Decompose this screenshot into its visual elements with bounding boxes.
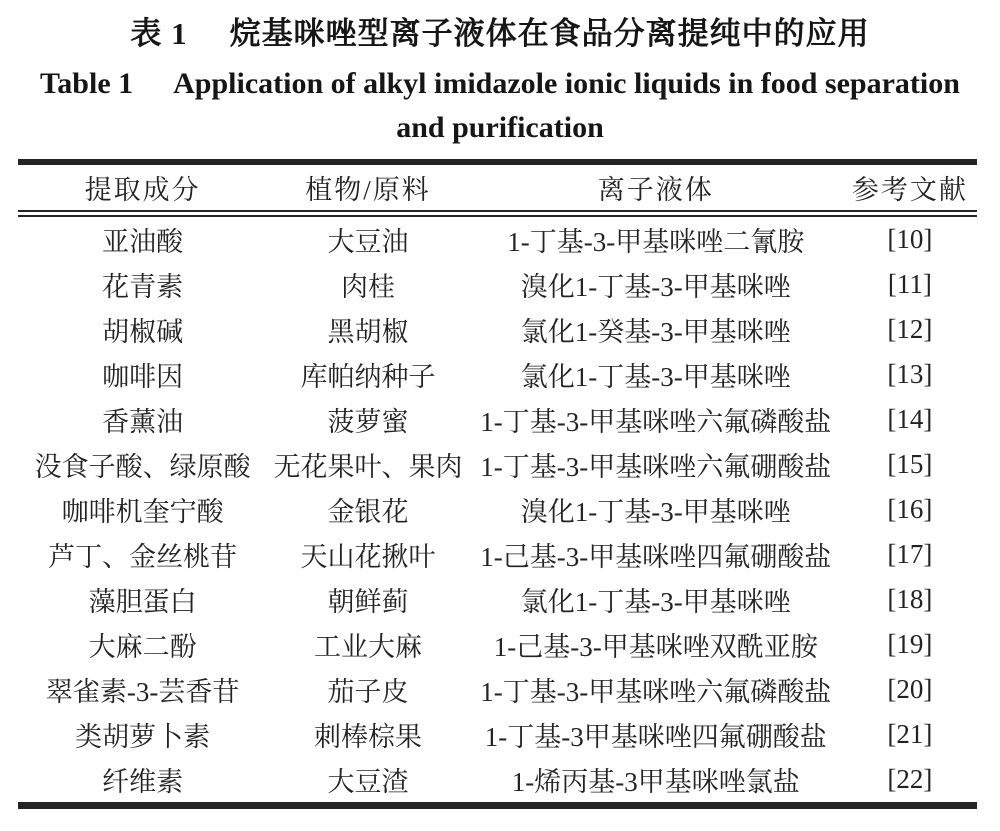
table-title-english-line2: and purification xyxy=(396,111,604,144)
cell-source: 大豆油 xyxy=(327,227,409,257)
cell-ionic-liquid: 1-丁基-3甲基咪唑四氟硼酸盐 xyxy=(484,722,827,752)
column-header-extract: 提取成分 xyxy=(18,162,267,214)
table-body xyxy=(18,214,977,806)
cell-source: 无花果叶、果肉 xyxy=(273,452,463,482)
cell-ionic-liquid: 氯化1-丁基-3-甲基咪唑 xyxy=(520,587,791,617)
column-header-ionic-liquid: 离子液体 xyxy=(469,162,843,214)
cell-extract: 藻胆蛋白 xyxy=(88,587,197,617)
cell-reference: [21] xyxy=(887,719,933,749)
cell-extract: 亚油酸 xyxy=(102,227,184,257)
cell-extract: 没食子酸、绿原酸 xyxy=(34,452,251,482)
table-row xyxy=(18,757,977,806)
cell-reference: [10] xyxy=(887,224,933,254)
table-row xyxy=(18,397,977,442)
cell-source: 肉桂 xyxy=(341,272,396,302)
header-row xyxy=(18,162,977,214)
cell-extract: 大麻二酚 xyxy=(88,632,197,662)
cell-reference: [18] xyxy=(887,584,933,614)
table-label-cn: 表 1 xyxy=(130,16,188,51)
cell-reference: [15] xyxy=(887,449,933,479)
table-row xyxy=(18,442,977,487)
cell-source: 大豆渣 xyxy=(327,767,409,797)
cell-ionic-liquid: 1-烯丙基-3甲基咪唑氯盐 xyxy=(511,767,800,797)
cell-extract: 类胡萝卜素 xyxy=(75,722,211,752)
cell-ionic-liquid: 1-丁基-3-甲基咪唑六氟磷酸盐 xyxy=(480,677,832,707)
cell-extract: 香薰油 xyxy=(102,407,184,437)
cell-reference: [22] xyxy=(887,764,933,794)
table-title-en-text: Application of alkyl imidazole ionic liquids in food separation xyxy=(173,67,960,100)
cell-ionic-liquid: 1-己基-3-甲基咪唑四氟硼酸盐 xyxy=(480,542,832,572)
table-row xyxy=(18,532,977,577)
table-row xyxy=(18,577,977,622)
cell-extract: 花青素 xyxy=(102,272,184,302)
cell-reference: [11] xyxy=(887,269,932,299)
table-row xyxy=(18,622,977,667)
column-header-reference: 参考文献 xyxy=(843,162,977,214)
application-table xyxy=(18,159,977,809)
cell-reference: [16] xyxy=(887,494,933,524)
cell-source: 金银花 xyxy=(327,497,409,527)
table-title-english-line1 xyxy=(0,64,1000,104)
table-row xyxy=(18,712,977,757)
table-title-cn-text: 烷基咪唑型离子液体在食品分离提纯中的应用 xyxy=(229,16,870,51)
cell-source: 刺棒棕果 xyxy=(314,722,423,752)
table-title-chinese xyxy=(0,0,1000,56)
cell-reference: [17] xyxy=(887,539,933,569)
cell-extract: 胡椒碱 xyxy=(102,317,184,347)
cell-source: 朝鲜蓟 xyxy=(327,587,409,617)
cell-reference: [20] xyxy=(887,674,933,704)
column-header-source: 植物/原料 xyxy=(267,162,468,214)
table-row xyxy=(18,352,977,397)
cell-ionic-liquid: 1-丁基-3-甲基咪唑六氟磷酸盐 xyxy=(480,407,832,437)
table-row xyxy=(18,262,977,307)
cell-extract: 芦丁、金丝桃苷 xyxy=(48,542,238,572)
cell-extract: 咖啡因 xyxy=(102,362,184,392)
cell-ionic-liquid: 1-丁基-3-甲基咪唑六氟硼酸盐 xyxy=(480,452,832,482)
cell-ionic-liquid: 1-己基-3-甲基咪唑双酰亚胺 xyxy=(493,632,818,662)
cell-source: 菠萝蜜 xyxy=(327,407,409,437)
cell-ionic-liquid: 1-丁基-3-甲基咪唑二氰胺 xyxy=(507,227,805,257)
table-row xyxy=(18,307,977,352)
table-row xyxy=(18,487,977,532)
cell-reference: [14] xyxy=(887,404,933,434)
cell-ionic-liquid: 氯化1-癸基-3-甲基咪唑 xyxy=(520,317,791,347)
cell-source: 库帕纳种子 xyxy=(300,362,436,392)
cell-extract: 纤维素 xyxy=(102,767,184,797)
cell-extract: 翠雀素-3-芸香苷 xyxy=(45,677,240,707)
cell-ionic-liquid: 氯化1-丁基-3-甲基咪唑 xyxy=(520,362,791,392)
cell-reference: [13] xyxy=(887,359,933,389)
cell-source: 天山花揪叶 xyxy=(300,542,436,572)
cell-source: 黑胡椒 xyxy=(327,317,409,347)
table-row xyxy=(18,667,977,712)
cell-reference: [12] xyxy=(887,314,933,344)
table-row xyxy=(18,214,977,263)
cell-ionic-liquid: 溴化1-丁基-3-甲基咪唑 xyxy=(520,497,791,527)
cell-extract: 咖啡机奎宁酸 xyxy=(61,497,224,527)
cell-reference: [19] xyxy=(887,629,933,659)
cell-source: 工业大麻 xyxy=(314,632,423,662)
cell-ionic-liquid: 溴化1-丁基-3-甲基咪唑 xyxy=(520,272,791,302)
table-label-en: Table 1 xyxy=(40,67,134,100)
cell-source: 茄子皮 xyxy=(327,677,409,707)
